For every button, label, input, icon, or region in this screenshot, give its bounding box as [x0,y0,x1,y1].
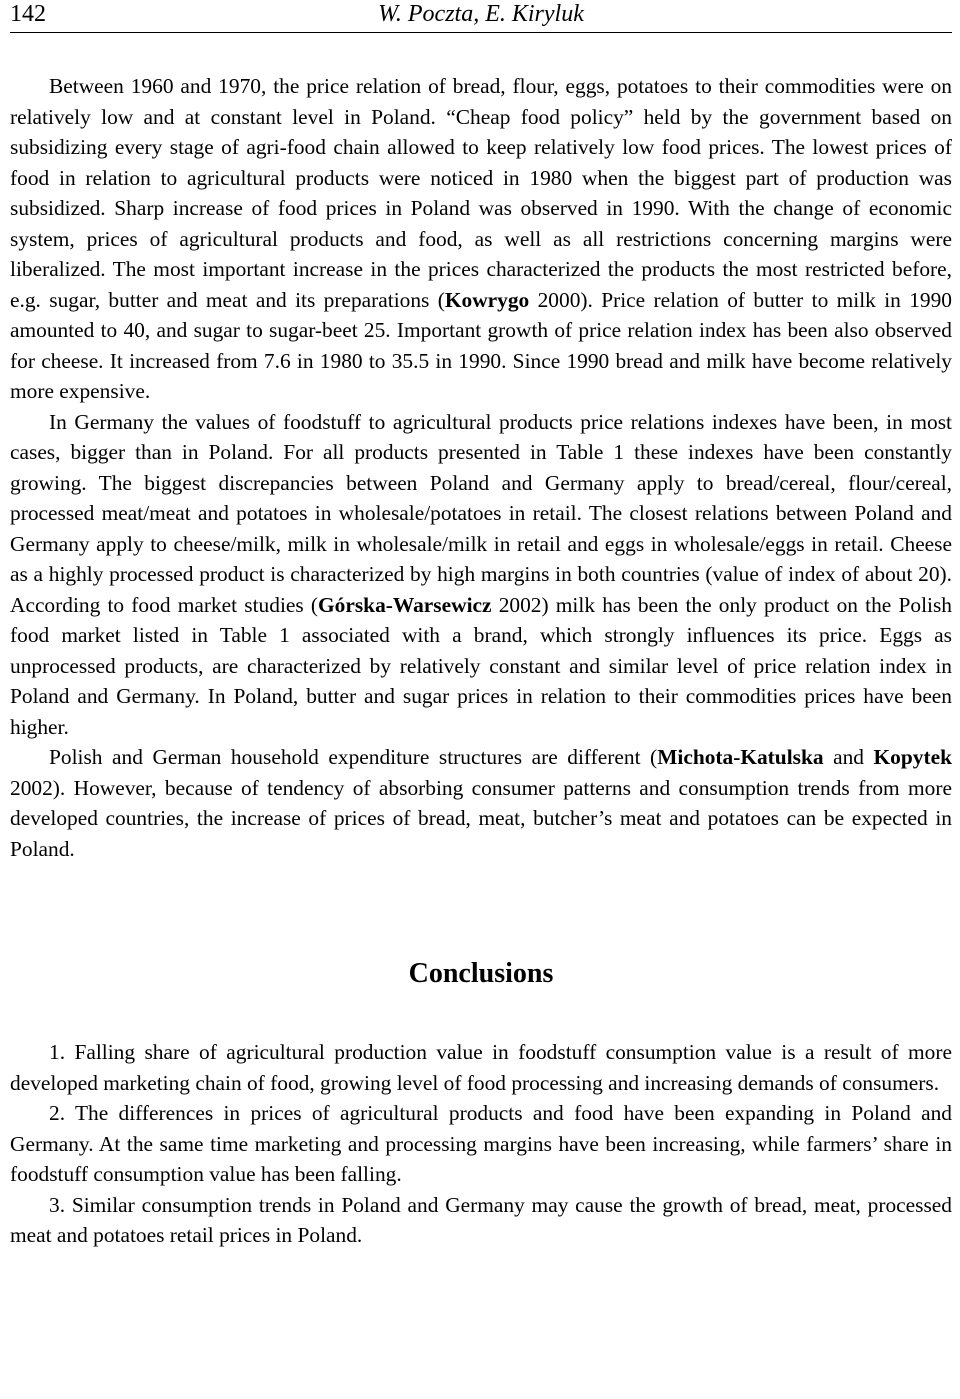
citation-gorska-warsewicz: Górska-Warsewicz [318,592,492,617]
citation-michota-katulska: Michota-Katulska [657,745,824,769]
conclusion-item: 3. Similar consumption trends in Poland and Germany may cause the growth of bread, meat, processed meat and potatoes retail prices in Poland. [10,1192,952,1247]
paragraph-text: and [823,745,874,769]
citation-kowrygo: Kowrygo [444,287,530,312]
page [10,0,952,1251]
running-header [10,0,952,33]
conclusion-item: 2. The differences in prices of agricultural products and food have been expanding in Poland and Germany. At the same time marketing and processing margins have been increasing, while farmers’ share in foodstuff consumption value has been falling. [10,1101,952,1186]
conclusion-item: 1. Falling share of agricultural production value in foodstuff consumption value is a result of more developed marketing chain of food, growing level of food processing and increasing demands of consumers. [10,1040,952,1095]
section-heading-conclusions: Conclusions [408,958,554,989]
paragraph-text: Polish and German household expenditure structures are different ( [49,745,658,769]
paragraph-text: 2002). However, because of tendency of absorbing consumer patterns and consumption trends from more developed countries, the increase of prices of bread, meat, butcher’s meat and potatoes can be expected in Poland. [10,775,952,861]
paragraph-price-relations-poland [10,71,952,407]
paragraph-text: 2000). Price relation of butter to milk in 1990 amounted to 40, and sugar to sugar-beet 25. Important growth of price relation index has been also observed for cheese. It increased from 7.6 in 1980 to 35.5 in 1990. Since 1990 bread and milk have become relatively more expensive. [10,287,953,403]
page-number: 142 [10,1,46,27]
conclusions-list [10,1037,952,1251]
paragraph-household-expenditure [10,742,952,864]
body-text [10,71,952,864]
paragraph-text: Between 1960 and 1970, the price relation of bread, flour, eggs, potatoes to their commodities were on relatively low and at constant level in Poland. “Cheap food policy” held by the government based on subsidizing every stage of agri-food chain allowed to keep relatively low food prices. The lowest prices of food in relation to agricultural products were noticed in 1980 when the biggest part of production was subsidized. Sharp increase of food prices in Poland was observed in 1990. With the change of economic system, prices of agricultural products and food, as well as all restrictions concerning margins were liberalized. The most important increase in the prices characterized the products the most restricted before, e.g. sugar, butter and meat and its preparations ( [10,74,952,312]
paragraph-text: 2002) milk has been the only product on the Polish food market listed in Table 1 associated with a brand, which strongly influences its price. Eggs as unprocessed products, are characterized by relatively constant and similar level of price relation index in Poland and Germany. In Poland, butter and sugar prices in relation to their commodities prices have been higher. [10,592,952,739]
paragraph-germany-comparison [10,407,952,743]
running-head-authors: W. Poczta, E. Kiryluk [378,1,584,27]
paragraph-text: In Germany the values of foodstuff to agricultural products price relations indexes have been, in most cases, bigger than in Poland. For all products presented in Table 1 these indexes have been constantly growing. The biggest discrepancies between Poland and Germany apply to bread/cereal, flour/cereal, processed meat/meat and potatoes in wholesale/potatoes in retail. The closest relations between Poland and Germany apply to cheese/milk, milk in wholesale/milk in retail and eggs in wholesale/eggs in retail. Cheese as a highly processed product is characterized by high margins in both countries (value of index of about 20). According to food market studies ( [10,409,952,617]
citation-kopytek: Kopytek [873,745,952,769]
